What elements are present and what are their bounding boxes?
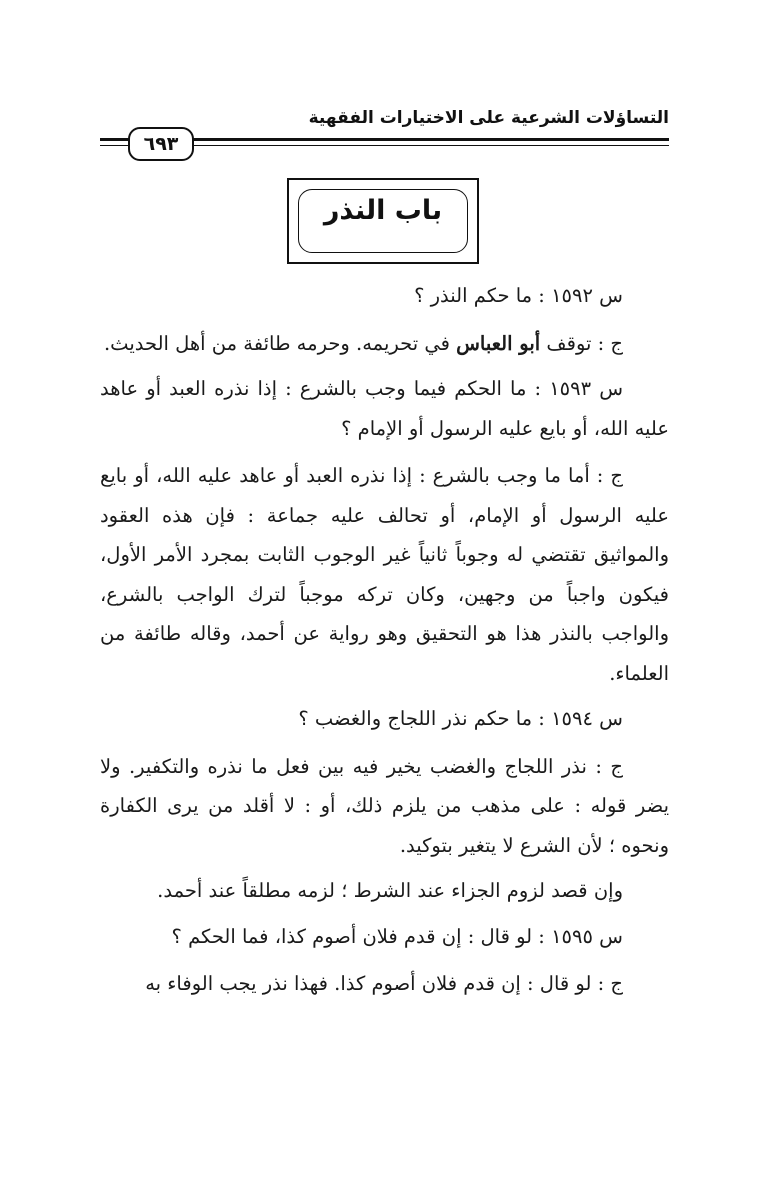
- question-1594: س ١٥٩٤ : ما حكم نذر اللجاج والغضب ؟: [298, 707, 623, 730]
- question-1593: س ١٥٩٣ : ما الحكم فيما وجب بالشرع : إذا نذره العبد أو عاهد عليه الله، أو بايع عليه الرسول أو الإمام ؟: [100, 377, 669, 440]
- answer-1594-continued: وإن قصد لزوم الجزاء عند الشرط ؛ لزمه مطلقاً عند أحمد.: [157, 879, 623, 902]
- question-1592: س ١٥٩٢ : ما حكم النذر ؟: [414, 284, 623, 307]
- answer-1595: ج : لو قال : إن قدم فلان أصوم كذا. فهذا نذر يجب الوفاء به: [145, 972, 623, 995]
- question-1595: س ١٥٩٥ : لو قال : إن قدم فلان أصوم كذا، فما الحكم ؟: [171, 924, 623, 948]
- answer-1592: [100, 324, 669, 364]
- chapter-title: باب النذر: [323, 195, 443, 226]
- answer-1592-prefix: ج : توقف: [540, 331, 623, 355]
- page-number: ٦٩٣: [128, 127, 194, 161]
- chapter-title-frame: [287, 178, 479, 264]
- answer-1592-bold-name: أبو العباس: [456, 331, 541, 355]
- body-text: [100, 276, 669, 1010]
- running-header-title: التساؤلات الشرعية على الاختيارات الفقهية: [308, 108, 669, 128]
- answer-1593: ج : أما ما وجب بالشرع : إذا نذره العبد أو عاهد عليه الله، أو بايع عليه الرسول أو الإمام، أو تحالف عليه جماعة : فإن هذه العقود والمواثيق تقتضي له وجوباً ثانياً غير الوجوب الثابت بمجرد الأمر الأول، فيكون واجباً من وجهين، وكان تركه موجباً لترك الواجب بالشرع، والواجب بالنذر هذا هو التحقيق وهو رواية عن أحمد، وقاله طائفة من العلماء.: [100, 464, 669, 685]
- answer-1594: ج : نذر اللجاج والغضب يخير فيه بين فعل ما نذره والتكفير. ولا يضر قوله : على مذهب من يلزم ذلك، أو : لا أقلد من يرى الكفارة ونحوه ؛ لأن الشرع لا يتغير بتوكيد.: [100, 754, 669, 857]
- answer-1592-suffix: في تحريمه. وحرمه طائفة من أهل الحديث.: [103, 331, 457, 355]
